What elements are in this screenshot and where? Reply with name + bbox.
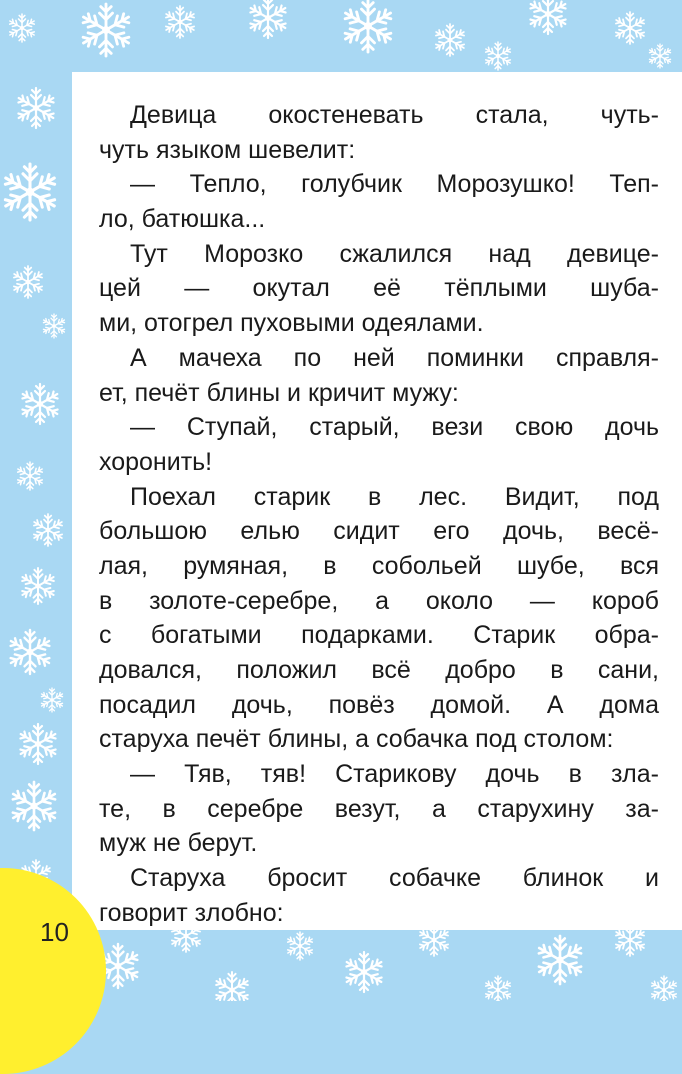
text-line: Девица окостеневать стала, чуть-: [130, 101, 659, 129]
text-line: цей — окутал её тёплыми шуба-: [99, 274, 659, 303]
snowflake-icon: [342, 0, 394, 52]
snowflake-icon: [344, 952, 384, 992]
snowflake-icon: [20, 384, 60, 424]
text-line: Старуха бросит собачке блинок и: [130, 864, 659, 893]
text-line: старуха печёт блины, а собачка под столом:: [99, 725, 614, 754]
text-line: Поехал старик в лес. Видит, под: [130, 482, 659, 511]
text-line: хоронить!: [99, 447, 213, 476]
text-line: говорит злобно:: [99, 898, 284, 927]
snowflake-icon: [8, 14, 36, 42]
snowflake-icon: [614, 12, 646, 44]
text-line: большою елью сидит его дочь, весё-: [99, 517, 659, 546]
snowflake-icon: [16, 462, 44, 490]
snowflake-icon: [8, 630, 52, 674]
snowflake-icon: [286, 932, 314, 960]
page-number: 10: [40, 917, 69, 947]
text-line: в золоте-серебре, а около — короб: [99, 586, 659, 615]
snowflake-icon: [2, 164, 57, 220]
snowflake-icon: [16, 88, 56, 128]
snowflake-icon: [484, 976, 512, 1001]
text-line: довался, положил всё добро в сани,: [99, 656, 659, 684]
snowflake-icon: [484, 42, 512, 70]
story-text: [99, 98, 659, 931]
snowflake-icon: [650, 976, 678, 1001]
text-line: чуть языком шевелит:: [99, 135, 356, 164]
snowflake-icon: [12, 266, 44, 298]
snowflake-icon: [164, 6, 196, 38]
snowflake-icon: [536, 936, 584, 984]
snowflake-icon: [214, 972, 250, 1001]
snowflake-icon: [10, 782, 58, 830]
text-line: А мачеха по ней поминки справля-: [130, 343, 659, 372]
text-line: ло, батюшка...: [99, 205, 266, 234]
text-line: с богатыми подарками. Старик обра-: [99, 621, 659, 650]
snowflake-icon: [18, 724, 58, 764]
snowflake-icon: [20, 568, 56, 604]
text-line: лая, румяная, в собольей шубе, вся: [99, 551, 659, 580]
text-line: — Тяв, тяв! Старикову дочь в зла-: [130, 760, 659, 789]
snowflake-icon: [32, 514, 64, 546]
snowflake-icon: [648, 44, 672, 68]
text-line: посадил дочь, повёз домой. А дома: [99, 690, 659, 719]
text-line: — Тепло, голубчик Морозушко! Теп-: [130, 170, 659, 199]
snowflake-icon: [80, 4, 132, 56]
text-line: Тут Морозко сжалился над девице-: [130, 239, 659, 268]
text-line: ми, отогрел пуховыми одеялами.: [99, 309, 484, 338]
text-line: ет, печёт блины и кричит мужу:: [99, 378, 459, 407]
text-line: те, в серебре везут, а старухину за-: [99, 794, 659, 823]
text-line: муж не берут.: [99, 829, 258, 858]
book-page: [72, 72, 682, 930]
snowflake-icon: [434, 24, 466, 56]
snowflake-icon: [40, 688, 64, 712]
snowflake-icon: [248, 0, 288, 38]
text-line: — Ступай, старый, вези свою дочь: [130, 413, 659, 442]
snowflake-icon: [528, 0, 568, 34]
snowflake-icon: [42, 314, 66, 338]
